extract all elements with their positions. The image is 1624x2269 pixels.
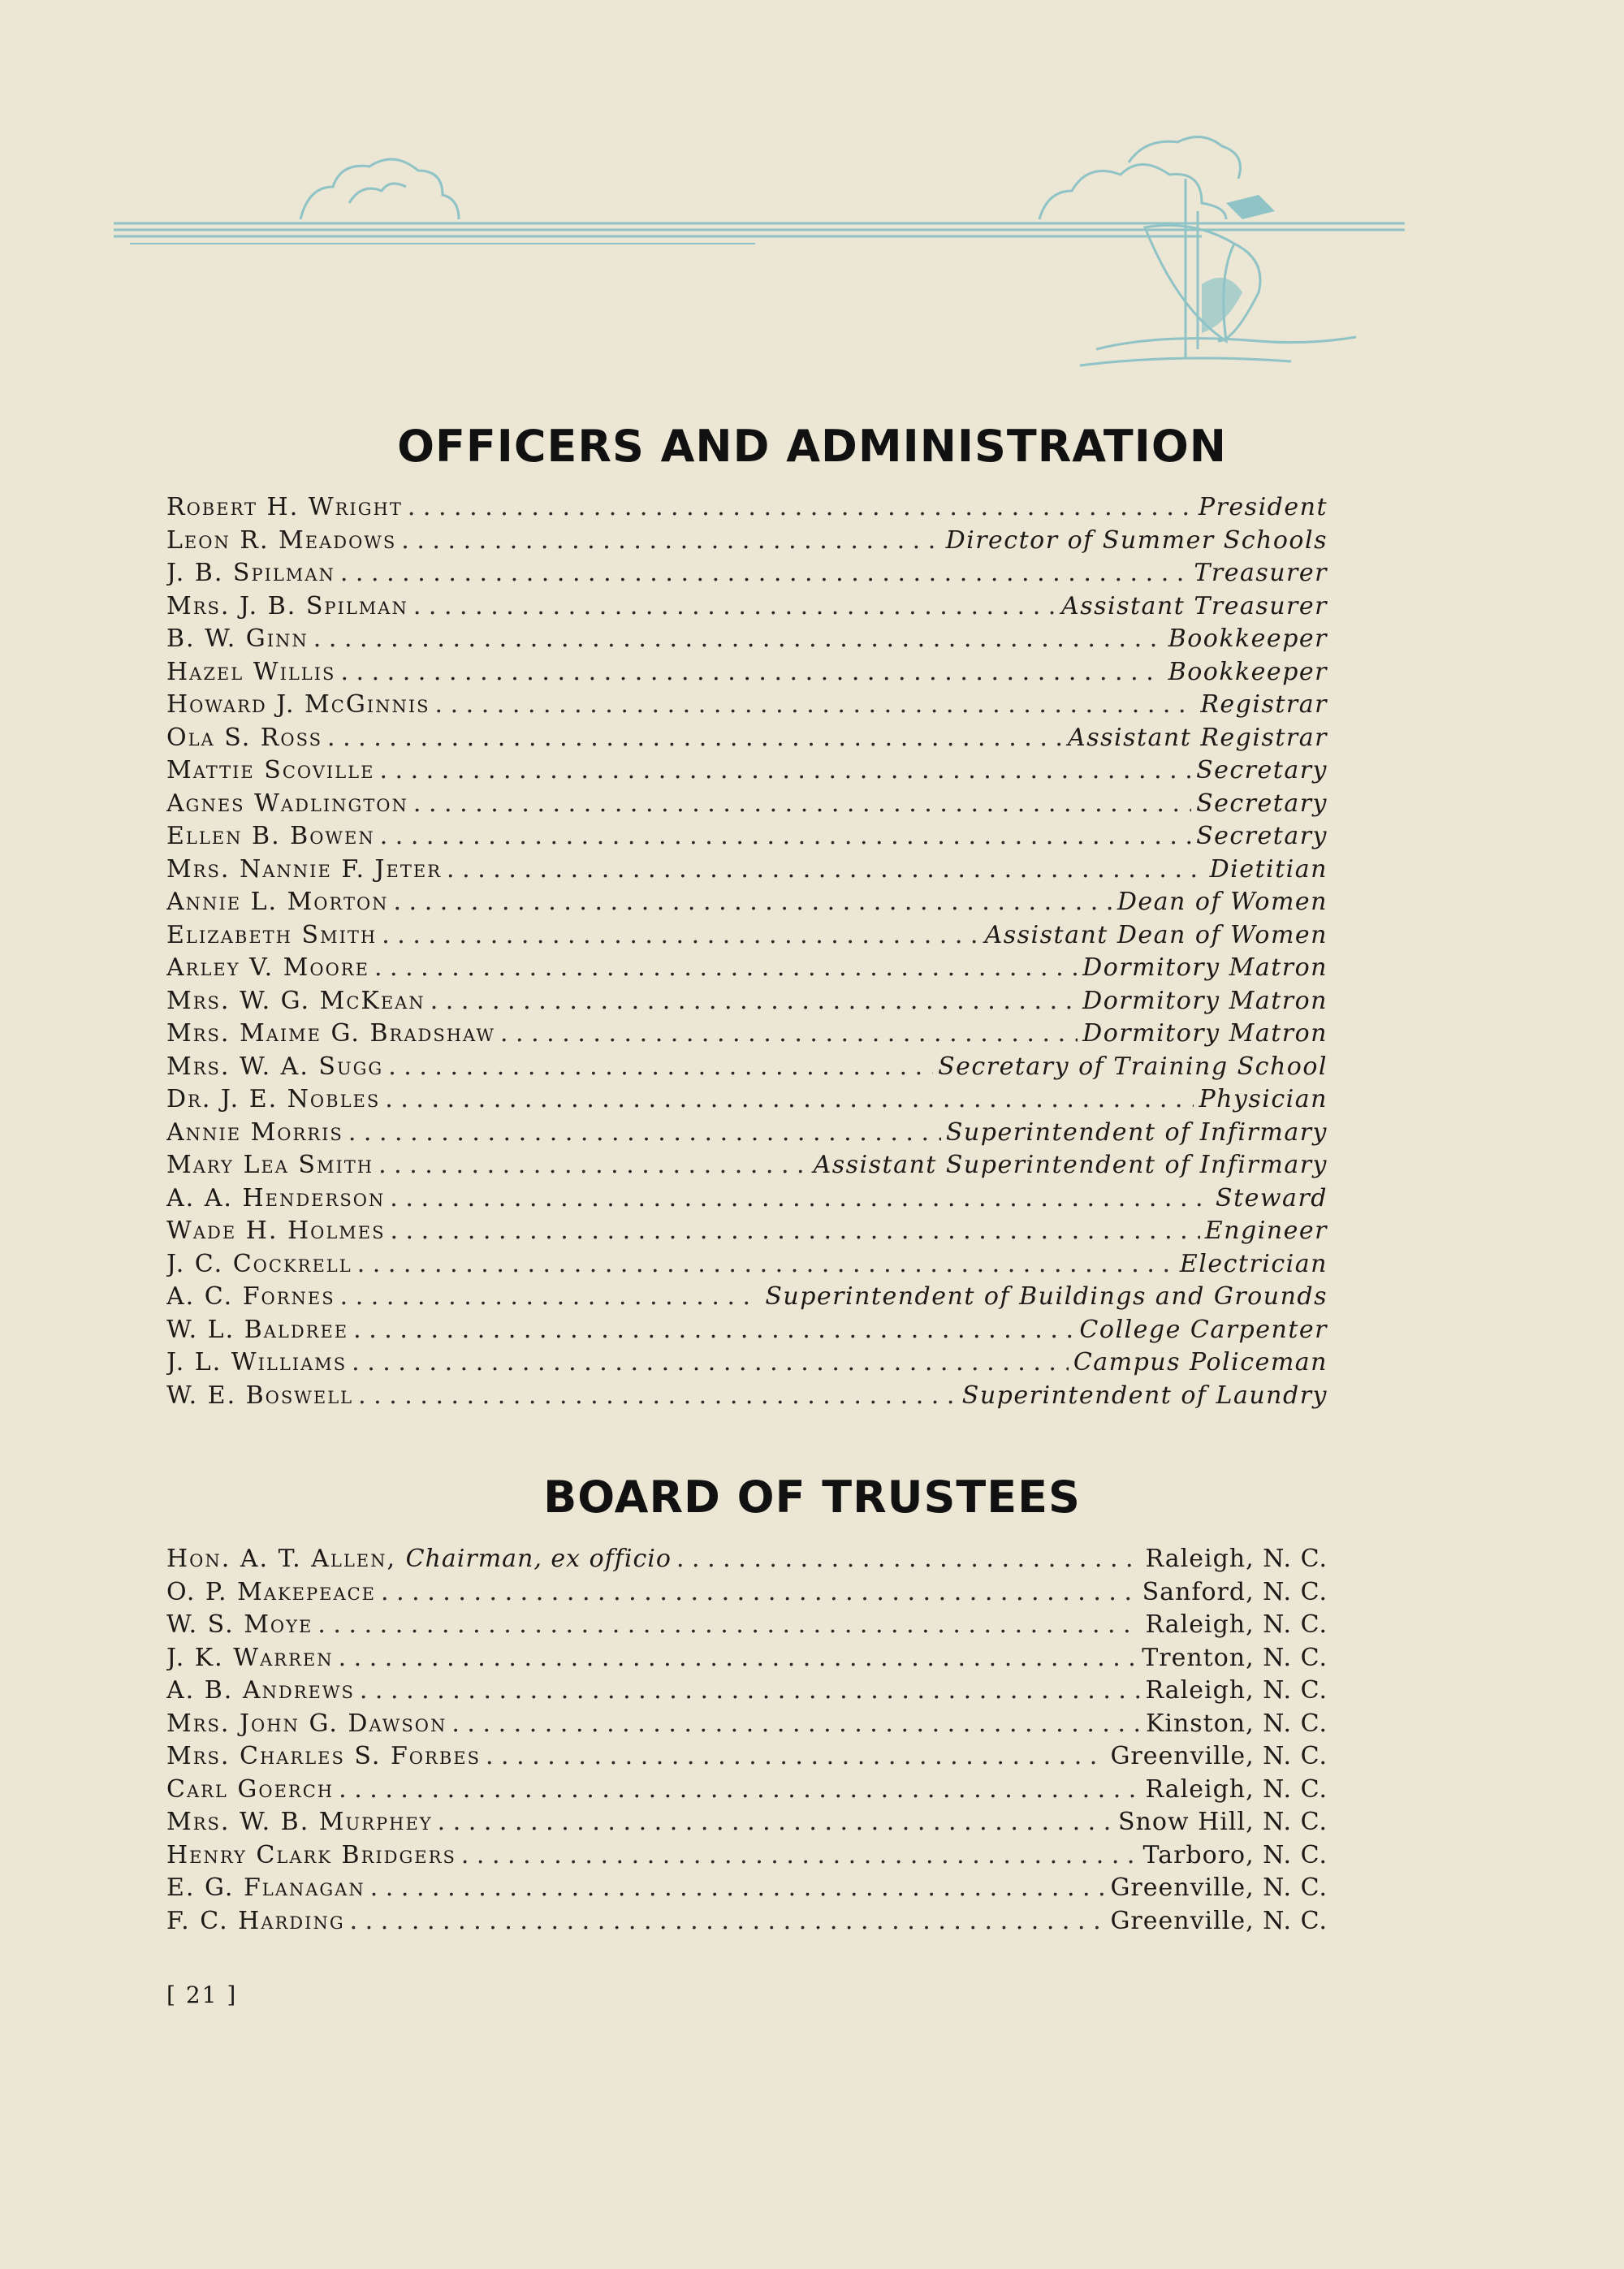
name-text: Annie L. Morton [166, 888, 389, 916]
person-name [166, 854, 442, 887]
officer-row [166, 1380, 1328, 1413]
dot-leader [370, 1872, 1106, 1905]
person-name [166, 1708, 447, 1741]
name-text: Dr. J. E. Nobles [166, 1085, 381, 1113]
name-text: Wade H. Holmes [166, 1217, 386, 1245]
person-name [166, 1774, 334, 1807]
officer-title: Assistant Dean of Women [984, 920, 1328, 949]
person-name [166, 820, 375, 854]
name-text: J. C. Cockrell [166, 1249, 352, 1278]
dot-leader [413, 788, 1191, 821]
person-name [166, 1182, 385, 1216]
trustee-location: Greenville, N. C. [1110, 1874, 1328, 1902]
officer-title: Dormitory Matron [1082, 953, 1328, 982]
name-text: W. L. Baldree [166, 1315, 349, 1344]
trustee-location: Sanford, N. C. [1142, 1577, 1328, 1606]
dot-leader [381, 1576, 1138, 1610]
name-text: Mrs. W. G. McKean [166, 986, 425, 1015]
name-text: W. E. Boswell [166, 1381, 354, 1410]
trustee-row [166, 1740, 1328, 1774]
name-text: W. S. Moye [166, 1610, 313, 1639]
dot-leader [451, 1708, 1141, 1741]
trustee-row [166, 1905, 1328, 1938]
dot-leader [340, 656, 1163, 689]
person-name [166, 656, 335, 689]
person-name [166, 689, 430, 722]
name-text: Leon R. Meadows [166, 525, 397, 555]
officer-row [166, 952, 1328, 985]
person-name [166, 623, 309, 656]
name-text: Ola S. Ross [166, 723, 323, 752]
person-name [166, 1839, 456, 1873]
person-name [166, 722, 322, 755]
person-name [166, 1905, 345, 1938]
dot-leader [350, 1905, 1106, 1938]
dot-leader [394, 886, 1112, 919]
person-name [166, 1149, 374, 1182]
officers-heading: OFFICERS AND ADMINISTRATION [397, 421, 1227, 472]
dot-leader [435, 689, 1196, 722]
person-name [166, 1248, 352, 1281]
officer-title: Dormitory Matron [1082, 1019, 1328, 1048]
dot-leader [388, 1051, 933, 1084]
trustee-row [166, 1872, 1328, 1905]
person-name [166, 1346, 347, 1380]
dot-leader [385, 1083, 1194, 1117]
dot-leader [339, 1774, 1140, 1807]
trustee-location: Raleigh, N. C. [1145, 1676, 1328, 1705]
officers-list [166, 491, 1328, 1412]
officer-title: President [1198, 493, 1328, 521]
officer-row [166, 1117, 1328, 1150]
officer-row [166, 1149, 1328, 1182]
dot-leader [430, 985, 1078, 1018]
officer-title: Superintendent of Infirmary [945, 1117, 1328, 1147]
officer-title: Assistant Superintendent of Infirmary [813, 1151, 1328, 1179]
officer-title: Assistant Registrar [1068, 723, 1328, 752]
person-name [166, 952, 369, 985]
officer-title: Secretary [1196, 822, 1328, 850]
officer-title: Engineer [1204, 1217, 1328, 1245]
name-text: Ellen B. Bowen [166, 822, 375, 850]
name-text: Mrs. Nannie F. Jeter [166, 854, 443, 884]
officer-title: College Carpenter [1079, 1315, 1328, 1344]
person-name [166, 919, 377, 953]
name-text: Mrs. Maime G. Bradshaw [166, 1019, 495, 1048]
trustee-location: Trenton, N. C. [1142, 1643, 1328, 1672]
name-text: Henry Clark Bridgers [166, 1840, 456, 1869]
trustee-location: Greenville, N. C. [1110, 1906, 1328, 1935]
name-text: Hon. A. T. Allen, [166, 1545, 397, 1573]
dot-leader [390, 1215, 1199, 1248]
name-text: Mattie Scoville [166, 756, 375, 784]
officer-title: Secretary [1196, 789, 1328, 818]
person-name [166, 1215, 385, 1248]
officer-row [166, 1346, 1328, 1380]
officer-row [166, 985, 1328, 1018]
trustee-location: Raleigh, N. C. [1145, 1610, 1328, 1639]
name-text: Agnes Wadlington [166, 789, 408, 818]
officer-title: Secretary [1196, 756, 1328, 784]
person-name [166, 1117, 343, 1150]
officer-row [166, 1314, 1328, 1347]
officer-row [166, 820, 1328, 854]
dot-leader [390, 1182, 1211, 1216]
dot-leader [317, 1609, 1140, 1642]
officer-row [166, 1182, 1328, 1216]
officer-row [166, 491, 1328, 525]
trustee-row [166, 1675, 1328, 1708]
trustee-location: Greenville, N. C. [1110, 1742, 1328, 1770]
officer-row [166, 1248, 1328, 1281]
officer-title: Assistant Treasurer [1061, 591, 1328, 620]
person-name [166, 1740, 481, 1774]
trustees-list [166, 1543, 1328, 1938]
trustee-location: Raleigh, N. C. [1145, 1545, 1328, 1573]
name-text: Hazel Willis [166, 657, 336, 686]
dot-leader [413, 590, 1056, 624]
officer-row [166, 623, 1328, 656]
officer-row [166, 788, 1328, 821]
officer-title: Superintendent of Buildings and Grounds [765, 1282, 1328, 1311]
dot-leader [339, 1642, 1138, 1675]
trustee-row [166, 1806, 1328, 1839]
name-text: B. W. Ginn [166, 625, 309, 653]
name-text: E. G. Flanagan [166, 1874, 365, 1902]
officer-title: Dietitian [1209, 854, 1328, 884]
trustee-location: Kinston, N. C. [1145, 1709, 1328, 1738]
dot-leader [447, 854, 1205, 887]
dot-leader [348, 1117, 941, 1150]
officer-row [166, 557, 1328, 590]
person-name [166, 1314, 348, 1347]
name-text: Carl Goerch [166, 1774, 335, 1804]
officer-row [166, 525, 1328, 558]
name-text: O. P. Makepeace [166, 1577, 377, 1606]
trustee-location: Snow Hill, N. C. [1118, 1808, 1328, 1836]
name-text: Mrs. J. B. Spilman [166, 591, 408, 620]
dot-leader [313, 623, 1164, 656]
dot-leader [353, 1314, 1074, 1347]
officer-row [166, 656, 1328, 689]
dot-leader [360, 1675, 1141, 1708]
trustee-location: Raleigh, N. C. [1145, 1774, 1328, 1804]
name-text: J. B. Spilman [166, 559, 335, 587]
trustee-row [166, 1708, 1328, 1741]
trustees-heading: BOARD OF TRUSTEES [543, 1472, 1081, 1523]
officer-title: Superintendent of Laundry [961, 1381, 1328, 1410]
officer-title: Physician [1199, 1085, 1328, 1113]
page-number: [ 21 ] [166, 1982, 238, 2008]
person-name [166, 1609, 313, 1642]
officer-row [166, 689, 1328, 722]
trustee-row [166, 1774, 1328, 1807]
person-name [166, 1675, 355, 1708]
name-text: Elizabeth Smith [166, 920, 378, 949]
name-text: A. B. Andrews [166, 1676, 355, 1705]
person-name [166, 491, 403, 525]
officer-row [166, 1051, 1328, 1084]
officer-title: Electrician [1179, 1249, 1328, 1278]
name-text: Arley V. Moore [166, 953, 369, 982]
person-name [166, 525, 396, 558]
trustee-row [166, 1576, 1328, 1610]
officer-title: Bookkeeper [1168, 657, 1328, 686]
dot-leader [374, 952, 1078, 985]
person-name [166, 1380, 353, 1413]
officer-title: Registrar [1200, 690, 1328, 719]
person-name [166, 1018, 495, 1051]
dot-leader [358, 1380, 957, 1413]
person-name [166, 1281, 335, 1314]
person-name [166, 788, 408, 821]
dot-leader [340, 1281, 761, 1314]
name-text: Mrs. W. A. Sugg [166, 1052, 384, 1081]
name-text: Howard J. McGinnis [166, 690, 430, 719]
trustee-role: Chairman, ex officio [405, 1545, 672, 1573]
trustee-location: Tarboro, N. C. [1142, 1840, 1328, 1869]
officer-title: Secretary of Training School [938, 1052, 1328, 1081]
name-text: Mrs. Charles S. Forbes [166, 1742, 481, 1770]
name-text: J. K. Warren [166, 1643, 334, 1672]
person-name [166, 1083, 380, 1117]
officer-row [166, 590, 1328, 624]
dot-leader [401, 525, 940, 558]
trustee-row [166, 1839, 1328, 1873]
person-name [166, 754, 374, 788]
officer-title: Treasurer [1194, 559, 1328, 587]
person-name [166, 1543, 672, 1576]
dot-leader [500, 1018, 1078, 1051]
officer-title: Director of Summer Schools [945, 525, 1328, 555]
dot-leader [486, 1740, 1105, 1774]
name-text: F. C. Harding [166, 1906, 345, 1935]
dot-leader [340, 557, 1189, 590]
dot-leader [408, 491, 1194, 525]
person-name [166, 590, 408, 624]
trustee-row [166, 1543, 1328, 1576]
dot-leader [461, 1839, 1138, 1873]
person-name [166, 1051, 383, 1084]
dot-leader [357, 1248, 1175, 1281]
name-text: Annie Morris [166, 1117, 343, 1147]
name-text: J. L. Williams [166, 1348, 348, 1377]
dot-leader [379, 754, 1191, 788]
name-text: Robert H. Wright [166, 493, 403, 521]
officer-row [166, 854, 1328, 887]
dot-leader [378, 1149, 808, 1182]
person-name [166, 1806, 433, 1839]
person-name [166, 1642, 334, 1675]
dot-leader [382, 919, 979, 953]
officer-row [166, 1281, 1328, 1314]
ship-cloud-ornament [106, 97, 1405, 390]
dot-leader [438, 1806, 1113, 1839]
officer-title: Dean of Women [1116, 888, 1328, 916]
person-name [166, 1576, 376, 1610]
officer-row [166, 1083, 1328, 1117]
person-name [166, 985, 425, 1018]
name-text: Mrs. W. B. Murphey [166, 1808, 433, 1836]
officer-title: Bookkeeper [1168, 625, 1328, 653]
officer-row [166, 919, 1328, 953]
officer-title: Campus Policeman [1073, 1348, 1328, 1377]
officer-title: Dormitory Matron [1082, 986, 1328, 1015]
name-text: A. C. Fornes [166, 1282, 335, 1311]
name-text: A. A. Henderson [166, 1183, 386, 1212]
trustee-row [166, 1609, 1328, 1642]
name-text: Mrs. John G. Dawson [166, 1709, 447, 1738]
dot-leader [676, 1543, 1141, 1576]
dot-leader [327, 722, 1063, 755]
person-name [166, 557, 335, 590]
officer-row [166, 1018, 1328, 1051]
trustee-row [166, 1642, 1328, 1675]
person-name [166, 886, 389, 919]
dot-leader [380, 820, 1191, 854]
person-name [166, 1872, 365, 1905]
dot-leader [352, 1346, 1069, 1380]
name-text: Mary Lea Smith [166, 1151, 374, 1179]
officer-row [166, 1215, 1328, 1248]
officer-title: Steward [1216, 1183, 1328, 1212]
officer-row [166, 722, 1328, 755]
officer-row [166, 754, 1328, 788]
officer-row [166, 886, 1328, 919]
